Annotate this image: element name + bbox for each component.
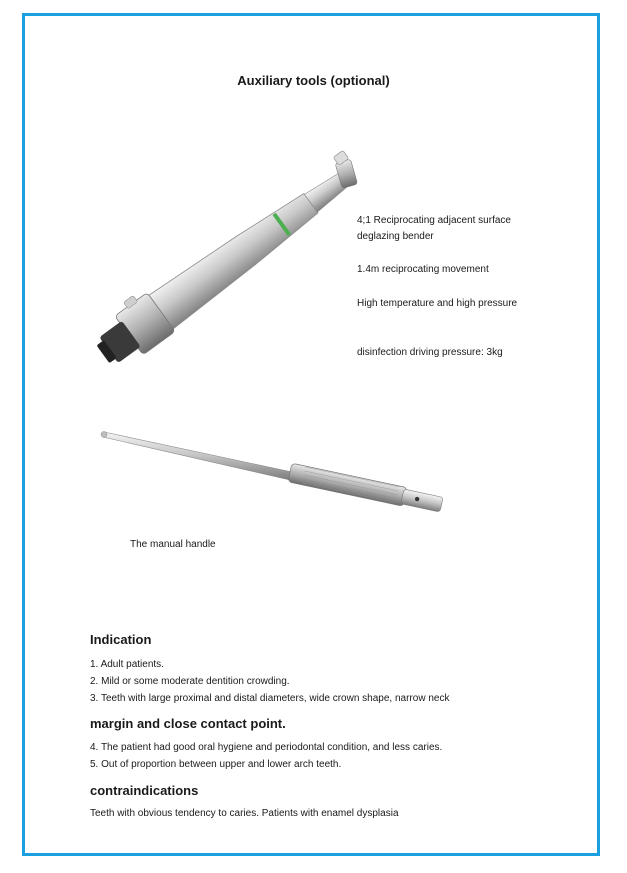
indication-item: 2. Mild or some moderate dentition crowding.: [90, 676, 290, 687]
spec-temperature-pressure: High temperature and high pressure: [357, 298, 518, 309]
margin-heading: margin and close contact point.: [90, 716, 286, 731]
spec-reciprocating-movement: 1.4m reciprocating movement: [357, 264, 489, 275]
spec-reciprocating-bender: 4;1 Reciprocating adjacent surface deglazing bender: [357, 215, 511, 242]
margin-item: 5. Out of proportion between upper and lower arch teeth.: [90, 759, 342, 770]
indication-item: 3. Teeth with large proximal and distal diameters, wide crown shape, narrow neck: [90, 693, 450, 704]
page-title: Auxiliary tools (optional): [237, 73, 390, 88]
contraindications-heading: contraindications: [90, 783, 199, 798]
indication-heading: Indication: [90, 632, 152, 647]
indication-item: 1. Adult patients.: [90, 659, 164, 670]
manual-handle-caption: The manual handle: [130, 539, 216, 550]
margin-item: 4. The patient had good oral hygiene and periodontal condition, and less caries.: [90, 742, 443, 753]
contraindications-text: Teeth with obvious tendency to caries. Patients with enamel dysplasia: [90, 808, 399, 819]
spec-driving-pressure: disinfection driving pressure: 3kg: [357, 347, 503, 358]
